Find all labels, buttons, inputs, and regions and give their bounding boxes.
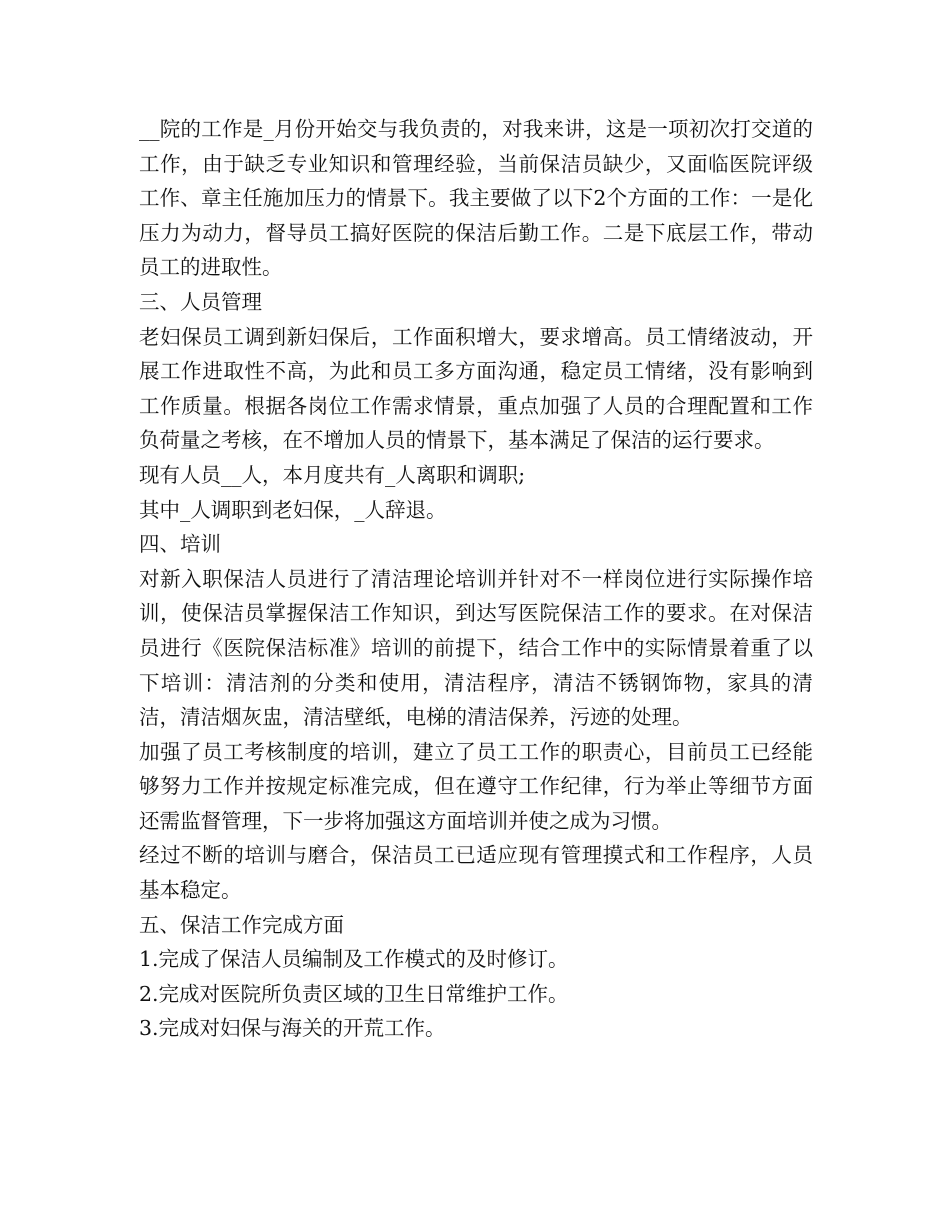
heading-training: 四、培训 [139,532,221,557]
paragraph-stability: 经过不断的培训与磨合，保洁员工已适应现有管理摸式和工作程序，人员基本稳定。 [139,843,813,903]
heading-cleaning-work: 五、保洁工作完成方面 [139,912,344,937]
paragraph-assessment: 加强了员工考核制度的培训，建立了员工工作的职责心，目前员工已经能够努力工作并按规定标准完成，但在遵守工作纪律，行为举止等细节方面还需监督管理，下一步将加强这方面培训并使之成为习惯。 [139,739,813,833]
list-item-1: 1.完成了保洁人员编制及工作模式的及时修订。 [139,947,569,972]
paragraph-staff-count: 现有人员__人，本月度共有_人离职和调职; [139,462,526,487]
list-item-3: 3.完成对妇保与海关的开荒工作。 [139,1016,446,1041]
paragraph-training-content: 对新入职保洁人员进行了清洁理论培训并针对不一样岗位进行实际操作培训，使保洁员掌握保洁工作知识，到达写医院保洁工作的要求。在对保洁员进行《医院保洁标准》培训的前提下，结合工作中的实际情景着重了以下培训：清洁剂的分类和使用，清洁程序，清洁不锈钢饰物，家具的清洁，清洁烟灰盅，清洁壁纸，电梯的清洁保养，污迹的处理。 [139,566,813,730]
heading-personnel-management: 三、人员管理 [139,289,262,314]
paragraph-transfers: 其中_人调职到老妇保，_人辞退。 [139,497,447,522]
paragraph-personnel: 老妇保员工调到新妇保后，工作面积增大，要求增高。员工情绪波动，开展工作进取性不高，为此和员工多方面沟通，稳定员工情绪，没有影响到工作质量。根据各岗位工作需求情景，重点加强了人员的合理配置和工作负荷量之考核，在不增加人员的情景下，基本满足了保洁的运行要求。 [139,324,813,453]
document-body [139,112,813,1046]
paragraph-intro: __院的工作是_月份开始交与我负责的，对我来讲，这是一项初次打交道的工作，由于缺乏专业知识和管理经验，当前保洁员缺少，又面临医院评级工作、章主任施加压力的情景下。我主要做了以下2个方面的工作：一是化压力为动力，督导员工搞好医院的保洁后勤工作。二是下底层工作，带动员工的进取性。 [139,117,813,280]
list-item-2: 2.完成对医院所负责区域的卫生日常维护工作。 [139,981,569,1006]
